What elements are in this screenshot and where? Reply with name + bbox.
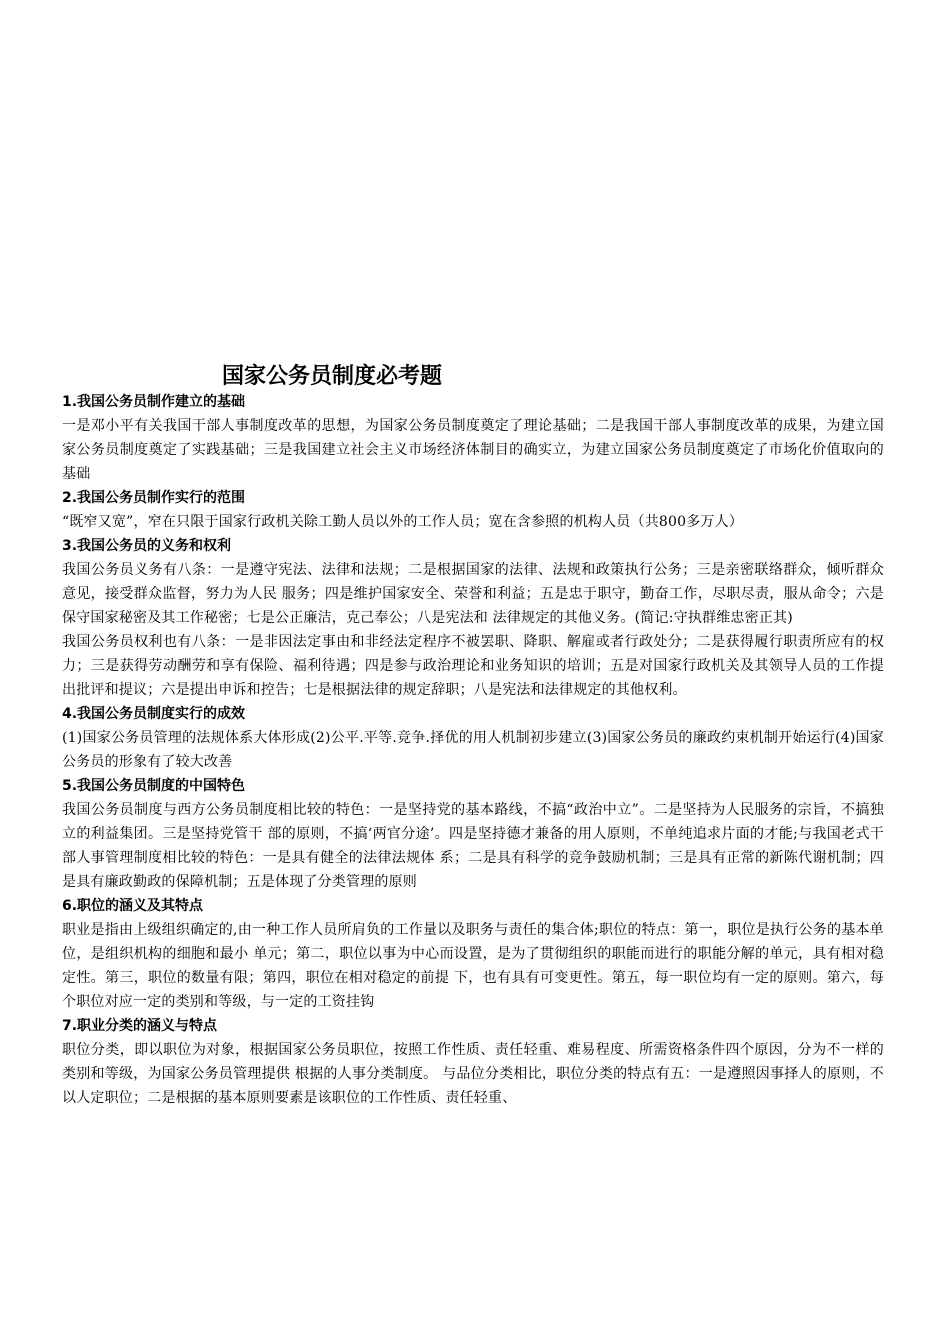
section-paragraph: 我国公务员权利也有八条：一是非因法定事由和非经法定程序不被罢职、降职、解雇或者行政处分；二是获得履行职责所应有的权力；三是获得劳动酬劳和享有保险、福利待遇；四是参与政治理论和业务知识的培训；五是对国家行政机关及其领导人员的工作提出批评和提议；六是提出申诉和控告；七是根据法律的规定辞职；八是宪法和法律规定的其他权利。 (62, 634, 884, 698)
section-paragraph: “既窄又宽”，窄在只限于国家行政机关除工勤人员以外的工作人员；宽在含参照的机构人员（共800多万人） (62, 514, 744, 530)
section-heading: 6.职位的涵义及其特点 (62, 898, 204, 914)
section-2 (62, 486, 884, 534)
document-title: 国家公务员制度必考题 (222, 364, 443, 389)
section-4 (62, 702, 884, 774)
section-3 (62, 534, 884, 702)
section-7 (62, 1014, 884, 1110)
section-1 (62, 390, 884, 486)
section-paragraph: 职位分类，即以职位为对象，根据国家公务员职位，按照工作性质、责任轻重、难易程度、所需资格条件四个原因，分为不一样的类别和等级，为国家公务员管理提供 根据的人事分类制度。 与品位分类相比，职位分类的特点有五：一是遵照因事择人的原则，不以人定职位；二是根据的基本原则要素是该职位的工作性质、责任轻重、 (62, 1042, 884, 1106)
section-heading: 5.我国公务员制度的中国特色 (62, 778, 246, 794)
section-heading: 2.我国公务员制作实行的范围 (62, 490, 246, 506)
section-paragraph: 我国公务员制度与西方公务员制度相比较的特色：一是坚持党的基本路线，不搞“政治中立”。二是坚持为人民服务的宗旨，不搞独立的利益集团。三是坚持党管干 部的原则，不搞‘两官分途’。四是坚持德才兼备的用人原则，不单纯追求片面的才能;与我国老式干部人事管理制度相比较的特色：一是具有健全的法律法规体 系；二是具有科学的竞争鼓励机制；三是具有正常的新陈代谢机制；四是具有廉政勤政的保障机制；五是体现了分类管理的原则 (62, 802, 884, 890)
section-heading: 7.职业分类的涵义与特点 (62, 1018, 218, 1034)
document-body (62, 390, 884, 1110)
section-paragraph: (1)国家公务员管理的法规体系大体形成(2)公平.平等.竞争.择优的用人机制初步建立(3)国家公务员的廉政约束机制开始运行(4)国家公务员的形象有了较大改善 (62, 730, 884, 770)
section-heading: 3.我国公务员的义务和权利 (62, 538, 232, 554)
section-6 (62, 894, 884, 1014)
section-heading: 4.我国公务员制度实行的成效 (62, 706, 246, 722)
section-paragraph: 一是邓小平有关我国干部人事制度改革的思想，为国家公务员制度奠定了理论基础；二是我国干部人事制度改革的成果，为建立国家公务员制度奠定了实践基础；三是我国建立社会主义市场经济体制目的确实立，为建立国家公务员制度奠定了市场化价值取向的基础 (62, 418, 884, 482)
section-paragraph: 职业是指由上级组织确定的,由一种工作人员所肩负的工作量以及职务与责任的集合体;职位的特点：第一，职位是执行公务的基本单位，是组织机构的细胞和最小 单元；第二，职位以事为中心而设置，是为了贯彻组织的职能而进行的职能分解的单元，具有相对稳定性。第三，职位的数量有限；第四，职位在相对稳定的前提 下，也有具有可变更性。第五，每一职位均有一定的原则。第六，每个职位对应一定的类别和等级，与一定的工资挂钩 (62, 922, 884, 1010)
section-paragraph: 我国公务员义务有八条：一是遵守宪法、法律和法规；二是根据国家的法律、法规和政策执行公务；三是亲密联络群众，倾听群众意见，接受群众监督，努力为人民 服务；四是维护国家安全、荣誉和利益；五是忠于职守，勤奋工作，尽职尽责，服从命令；六是保守国家秘密及其工作秘密；七是公正廉洁，克己奉公；八是宪法和 法律规定的其他义务。(简记:守执群维忠密正其) (62, 562, 884, 626)
section-5 (62, 774, 884, 894)
section-heading: 1.我国公务员制作建立的基础 (62, 394, 246, 410)
